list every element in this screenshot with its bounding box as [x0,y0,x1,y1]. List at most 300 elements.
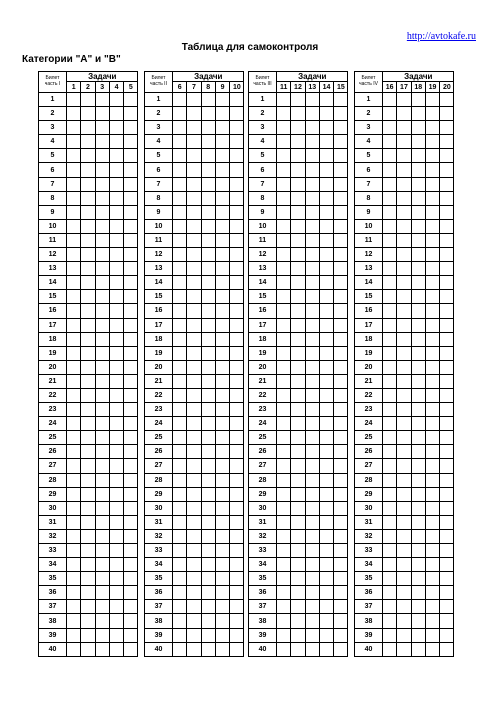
answer-cell[interactable] [440,248,454,262]
answer-cell[interactable] [334,262,348,276]
answer-cell[interactable] [81,276,95,290]
answer-cell[interactable] [305,135,319,149]
answer-cell[interactable] [425,558,439,572]
answer-cell[interactable] [319,459,333,473]
answer-cell[interactable] [201,473,215,487]
answer-cell[interactable] [411,304,425,318]
answer-cell[interactable] [411,529,425,543]
answer-cell[interactable] [397,572,411,586]
answer-cell[interactable] [383,93,397,107]
answer-cell[interactable] [187,614,201,628]
answer-cell[interactable] [397,501,411,515]
answer-cell[interactable] [397,529,411,543]
answer-cell[interactable] [187,473,201,487]
answer-cell[interactable] [215,388,229,402]
answer-cell[interactable] [397,459,411,473]
answer-cell[interactable] [334,304,348,318]
answer-cell[interactable] [440,614,454,628]
answer-cell[interactable] [291,163,305,177]
site-link[interactable]: http://avtokafe.ru [406,31,476,42]
answer-cell[interactable] [81,332,95,346]
answer-cell[interactable] [81,515,95,529]
answer-cell[interactable] [383,558,397,572]
answer-cell[interactable] [215,417,229,431]
answer-cell[interactable] [425,248,439,262]
answer-cell[interactable] [334,487,348,501]
answer-cell[interactable] [109,544,123,558]
answer-cell[interactable] [173,445,187,459]
answer-cell[interactable] [291,431,305,445]
answer-cell[interactable] [230,473,244,487]
answer-cell[interactable] [230,318,244,332]
answer-cell[interactable] [277,304,291,318]
answer-cell[interactable] [277,205,291,219]
answer-cell[interactable] [334,515,348,529]
answer-cell[interactable] [81,445,95,459]
answer-cell[interactable] [230,374,244,388]
answer-cell[interactable] [319,586,333,600]
answer-cell[interactable] [201,529,215,543]
answer-cell[interactable] [201,346,215,360]
answer-cell[interactable] [440,388,454,402]
answer-cell[interactable] [201,360,215,374]
answer-cell[interactable] [187,93,201,107]
answer-cell[interactable] [397,191,411,205]
answer-cell[interactable] [411,628,425,642]
answer-cell[interactable] [334,586,348,600]
answer-cell[interactable] [425,107,439,121]
answer-cell[interactable] [95,515,109,529]
answer-cell[interactable] [201,276,215,290]
answer-cell[interactable] [291,219,305,233]
answer-cell[interactable] [201,149,215,163]
answer-cell[interactable] [201,544,215,558]
answer-cell[interactable] [319,107,333,121]
answer-cell[interactable] [425,121,439,135]
answer-cell[interactable] [215,205,229,219]
answer-cell[interactable] [334,459,348,473]
answer-cell[interactable] [67,487,81,501]
answer-cell[interactable] [201,93,215,107]
answer-cell[interactable] [95,177,109,191]
answer-cell[interactable] [440,417,454,431]
answer-cell[interactable] [305,121,319,135]
answer-cell[interactable] [277,219,291,233]
answer-cell[interactable] [95,248,109,262]
answer-cell[interactable] [397,417,411,431]
answer-cell[interactable] [440,600,454,614]
answer-cell[interactable] [124,276,138,290]
answer-cell[interactable] [277,558,291,572]
answer-cell[interactable] [425,262,439,276]
answer-cell[interactable] [67,219,81,233]
answer-cell[interactable] [334,614,348,628]
answer-cell[interactable] [411,276,425,290]
answer-cell[interactable] [95,93,109,107]
answer-cell[interactable] [124,473,138,487]
answer-cell[interactable] [440,473,454,487]
answer-cell[interactable] [124,290,138,304]
answer-cell[interactable] [67,93,81,107]
answer-cell[interactable] [277,628,291,642]
answer-cell[interactable] [109,642,123,656]
answer-cell[interactable] [124,515,138,529]
answer-cell[interactable] [291,600,305,614]
answer-cell[interactable] [411,614,425,628]
answer-cell[interactable] [291,107,305,121]
answer-cell[interactable] [173,304,187,318]
answer-cell[interactable] [305,233,319,247]
answer-cell[interactable] [425,515,439,529]
answer-cell[interactable] [411,191,425,205]
answer-cell[interactable] [215,346,229,360]
answer-cell[interactable] [173,360,187,374]
answer-cell[interactable] [124,558,138,572]
answer-cell[interactable] [334,276,348,290]
answer-cell[interactable] [215,586,229,600]
answer-cell[interactable] [334,233,348,247]
answer-cell[interactable] [230,487,244,501]
answer-cell[interactable] [277,107,291,121]
answer-cell[interactable] [187,388,201,402]
answer-cell[interactable] [109,163,123,177]
answer-cell[interactable] [397,374,411,388]
answer-cell[interactable] [411,374,425,388]
answer-cell[interactable] [109,346,123,360]
answer-cell[interactable] [277,332,291,346]
answer-cell[interactable] [124,544,138,558]
answer-cell[interactable] [277,487,291,501]
answer-cell[interactable] [81,572,95,586]
answer-cell[interactable] [109,219,123,233]
answer-cell[interactable] [334,191,348,205]
answer-cell[interactable] [109,121,123,135]
answer-cell[interactable] [187,262,201,276]
answer-cell[interactable] [95,431,109,445]
answer-cell[interactable] [67,558,81,572]
answer-cell[interactable] [319,487,333,501]
answer-cell[interactable] [95,135,109,149]
answer-cell[interactable] [187,360,201,374]
answer-cell[interactable] [124,586,138,600]
answer-cell[interactable] [124,177,138,191]
answer-cell[interactable] [124,318,138,332]
answer-cell[interactable] [67,628,81,642]
answer-cell[interactable] [305,304,319,318]
answer-cell[interactable] [95,417,109,431]
answer-cell[interactable] [425,360,439,374]
answer-cell[interactable] [291,558,305,572]
answer-cell[interactable] [95,262,109,276]
answer-cell[interactable] [305,262,319,276]
answer-cell[interactable] [277,93,291,107]
answer-cell[interactable] [173,290,187,304]
answer-cell[interactable] [230,388,244,402]
answer-cell[interactable] [215,445,229,459]
answer-cell[interactable] [334,417,348,431]
answer-cell[interactable] [411,332,425,346]
answer-cell[interactable] [319,332,333,346]
answer-cell[interactable] [440,544,454,558]
answer-cell[interactable] [109,233,123,247]
answer-cell[interactable] [95,628,109,642]
answer-cell[interactable] [201,205,215,219]
answer-cell[interactable] [334,290,348,304]
answer-cell[interactable] [383,262,397,276]
answer-cell[interactable] [397,276,411,290]
answer-cell[interactable] [334,445,348,459]
answer-cell[interactable] [291,473,305,487]
answer-cell[interactable] [383,318,397,332]
answer-cell[interactable] [334,149,348,163]
answer-cell[interactable] [291,177,305,191]
answer-cell[interactable] [201,121,215,135]
answer-cell[interactable] [440,515,454,529]
answer-cell[interactable] [187,191,201,205]
answer-cell[interactable] [215,473,229,487]
answer-cell[interactable] [411,600,425,614]
answer-cell[interactable] [124,403,138,417]
answer-cell[interactable] [67,304,81,318]
answer-cell[interactable] [397,403,411,417]
answer-cell[interactable] [201,445,215,459]
answer-cell[interactable] [173,642,187,656]
answer-cell[interactable] [397,628,411,642]
answer-cell[interactable] [397,600,411,614]
answer-cell[interactable] [425,403,439,417]
answer-cell[interactable] [334,572,348,586]
answer-cell[interactable] [187,501,201,515]
answer-cell[interactable] [397,248,411,262]
answer-cell[interactable] [425,431,439,445]
answer-cell[interactable] [319,262,333,276]
answer-cell[interactable] [305,628,319,642]
answer-cell[interactable] [173,191,187,205]
answer-cell[interactable] [383,248,397,262]
answer-cell[interactable] [201,135,215,149]
answer-cell[interactable] [383,304,397,318]
answer-cell[interactable] [305,276,319,290]
answer-cell[interactable] [81,304,95,318]
answer-cell[interactable] [230,177,244,191]
answer-cell[interactable] [230,360,244,374]
answer-cell[interactable] [67,135,81,149]
answer-cell[interactable] [230,332,244,346]
answer-cell[interactable] [305,487,319,501]
answer-cell[interactable] [291,135,305,149]
answer-cell[interactable] [440,332,454,346]
answer-cell[interactable] [425,374,439,388]
answer-cell[interactable] [383,276,397,290]
answer-cell[interactable] [109,149,123,163]
answer-cell[interactable] [67,360,81,374]
answer-cell[interactable] [173,121,187,135]
answer-cell[interactable] [411,544,425,558]
answer-cell[interactable] [334,318,348,332]
answer-cell[interactable] [383,417,397,431]
answer-cell[interactable] [425,290,439,304]
answer-cell[interactable] [383,374,397,388]
answer-cell[interactable] [291,276,305,290]
answer-cell[interactable] [81,346,95,360]
answer-cell[interactable] [305,529,319,543]
answer-cell[interactable] [230,431,244,445]
answer-cell[interactable] [305,501,319,515]
answer-cell[interactable] [397,121,411,135]
answer-cell[interactable] [411,233,425,247]
answer-cell[interactable] [201,318,215,332]
answer-cell[interactable] [411,163,425,177]
answer-cell[interactable] [411,262,425,276]
answer-cell[interactable] [411,403,425,417]
answer-cell[interactable] [67,473,81,487]
answer-cell[interactable] [215,642,229,656]
answer-cell[interactable] [230,191,244,205]
answer-cell[interactable] [124,205,138,219]
answer-cell[interactable] [397,431,411,445]
answer-cell[interactable] [215,459,229,473]
answer-cell[interactable] [187,290,201,304]
answer-cell[interactable] [383,487,397,501]
answer-cell[interactable] [305,290,319,304]
answer-cell[interactable] [124,135,138,149]
answer-cell[interactable] [215,332,229,346]
answer-cell[interactable] [397,473,411,487]
answer-cell[interactable] [187,107,201,121]
answer-cell[interactable] [215,403,229,417]
answer-cell[interactable] [67,544,81,558]
answer-cell[interactable] [425,473,439,487]
answer-cell[interactable] [383,544,397,558]
answer-cell[interactable] [383,346,397,360]
answer-cell[interactable] [383,459,397,473]
answer-cell[interactable] [319,515,333,529]
answer-cell[interactable] [173,628,187,642]
answer-cell[interactable] [95,107,109,121]
answer-cell[interactable] [319,191,333,205]
answer-cell[interactable] [230,501,244,515]
answer-cell[interactable] [425,205,439,219]
answer-cell[interactable] [383,403,397,417]
answer-cell[interactable] [334,403,348,417]
answer-cell[interactable] [81,388,95,402]
answer-cell[interactable] [81,107,95,121]
answer-cell[interactable] [334,205,348,219]
answer-cell[interactable] [334,642,348,656]
answer-cell[interactable] [95,163,109,177]
answer-cell[interactable] [383,642,397,656]
answer-cell[interactable] [230,572,244,586]
answer-cell[interactable] [95,374,109,388]
answer-cell[interactable] [425,572,439,586]
answer-cell[interactable] [187,276,201,290]
answer-cell[interactable] [187,431,201,445]
answer-cell[interactable] [440,191,454,205]
answer-cell[interactable] [173,262,187,276]
answer-cell[interactable] [305,642,319,656]
answer-cell[interactable] [173,233,187,247]
answer-cell[interactable] [277,135,291,149]
answer-cell[interactable] [124,445,138,459]
answer-cell[interactable] [109,177,123,191]
answer-cell[interactable] [81,473,95,487]
answer-cell[interactable] [277,600,291,614]
answer-cell[interactable] [411,501,425,515]
answer-cell[interactable] [425,586,439,600]
answer-cell[interactable] [95,121,109,135]
answer-cell[interactable] [124,332,138,346]
answer-cell[interactable] [397,515,411,529]
answer-cell[interactable] [319,403,333,417]
answer-cell[interactable] [109,600,123,614]
answer-cell[interactable] [124,149,138,163]
answer-cell[interactable] [230,403,244,417]
answer-cell[interactable] [291,248,305,262]
answer-cell[interactable] [95,445,109,459]
answer-cell[interactable] [215,572,229,586]
answer-cell[interactable] [319,628,333,642]
answer-cell[interactable] [440,445,454,459]
answer-cell[interactable] [173,558,187,572]
answer-cell[interactable] [81,586,95,600]
answer-cell[interactable] [215,374,229,388]
answer-cell[interactable] [201,417,215,431]
answer-cell[interactable] [319,417,333,431]
answer-cell[interactable] [319,346,333,360]
answer-cell[interactable] [230,219,244,233]
answer-cell[interactable] [425,501,439,515]
answer-cell[interactable] [334,107,348,121]
answer-cell[interactable] [173,501,187,515]
answer-cell[interactable] [109,487,123,501]
answer-cell[interactable] [277,572,291,586]
answer-cell[interactable] [81,431,95,445]
answer-cell[interactable] [173,388,187,402]
answer-cell[interactable] [81,417,95,431]
answer-cell[interactable] [173,135,187,149]
answer-cell[interactable] [440,276,454,290]
answer-cell[interactable] [397,642,411,656]
answer-cell[interactable] [230,205,244,219]
answer-cell[interactable] [397,219,411,233]
answer-cell[interactable] [173,374,187,388]
answer-cell[interactable] [383,107,397,121]
answer-cell[interactable] [305,515,319,529]
answer-cell[interactable] [109,431,123,445]
answer-cell[interactable] [383,600,397,614]
answer-cell[interactable] [81,614,95,628]
answer-cell[interactable] [440,628,454,642]
answer-cell[interactable] [425,388,439,402]
answer-cell[interactable] [334,135,348,149]
answer-cell[interactable] [397,544,411,558]
answer-cell[interactable] [291,290,305,304]
answer-cell[interactable] [95,501,109,515]
answer-cell[interactable] [230,135,244,149]
answer-cell[interactable] [109,93,123,107]
answer-cell[interactable] [440,205,454,219]
answer-cell[interactable] [230,628,244,642]
answer-cell[interactable] [319,374,333,388]
answer-cell[interactable] [440,107,454,121]
answer-cell[interactable] [109,529,123,543]
answer-cell[interactable] [109,501,123,515]
answer-cell[interactable] [173,417,187,431]
answer-cell[interactable] [67,290,81,304]
answer-cell[interactable] [411,572,425,586]
answer-cell[interactable] [124,487,138,501]
answer-cell[interactable] [95,558,109,572]
